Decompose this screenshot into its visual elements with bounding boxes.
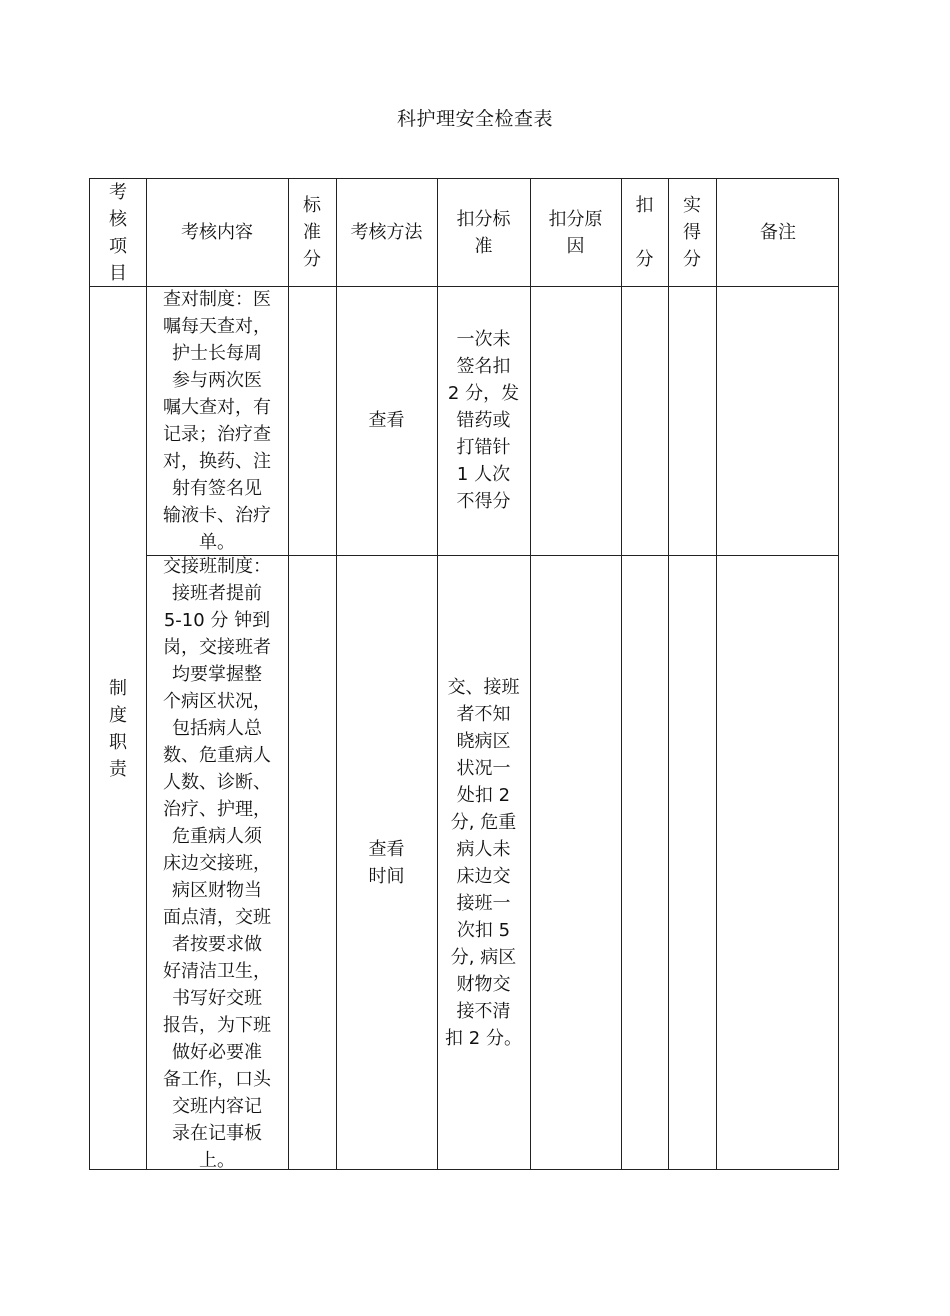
grid-line xyxy=(288,179,289,1169)
row1-deduction-standard: 一次未 签名扣 2 分，发 错药或 打错针 1 人次 不得分 xyxy=(447,329,520,512)
header-item: 考 核 项 目 xyxy=(109,181,127,284)
header-method: 考核方法 xyxy=(350,222,423,243)
header-deduction-standard: 扣分标 准 xyxy=(456,208,511,257)
group-label: 制 度 职 责 xyxy=(109,677,127,780)
inspection-table xyxy=(89,178,839,1170)
header-content: 考核内容 xyxy=(181,222,253,243)
row1-method: 查看 xyxy=(368,410,405,431)
grid-line xyxy=(530,179,531,1169)
row1-content: 查对制度：医 嘱每天查对， 护士长每周 参与两次医 嘱大查对，有 记录；治疗查 对，换药、注 射有签名见 输液卡、治疗 单。 xyxy=(163,288,271,553)
row2-content: 交接班制度： 接班者提前 5-10 分 钟到 岗，交接班者 均要掌握整 个病区状况， 包括病人总 数、危重病人 人数、诊断、 治疗、护理， 危重病人须 床边交接班， 病区财物当 面点清，交班 者按要求做 好清洁卫生， 书写好交班 报告，为下班 做好必要准 备工作，口头 交班内容记 录在记事板 上。 xyxy=(163,555,271,1171)
header-deduction-reason: 扣分原 因 xyxy=(548,208,603,257)
page-title: 科护理安全检查表 xyxy=(396,108,553,130)
grid-line xyxy=(716,179,717,1169)
header-deduction: 扣 分 xyxy=(635,195,654,270)
header-actual-score: 实 得 分 xyxy=(683,195,701,270)
row2-method: 查看 时间 xyxy=(368,839,405,887)
header-standard: 标 准 分 xyxy=(303,195,321,270)
grid-line xyxy=(621,179,622,1169)
row2-deduction-standard: 交、接班 者不知 晓病区 状况一 处扣 2 分, 危重 病人未 床边交 接班一 次扣 5 分, 病区 财物交 接不清 扣 2 分。 xyxy=(445,677,522,1049)
grid-line xyxy=(668,179,669,1169)
header-remarks: 备注 xyxy=(760,222,796,243)
